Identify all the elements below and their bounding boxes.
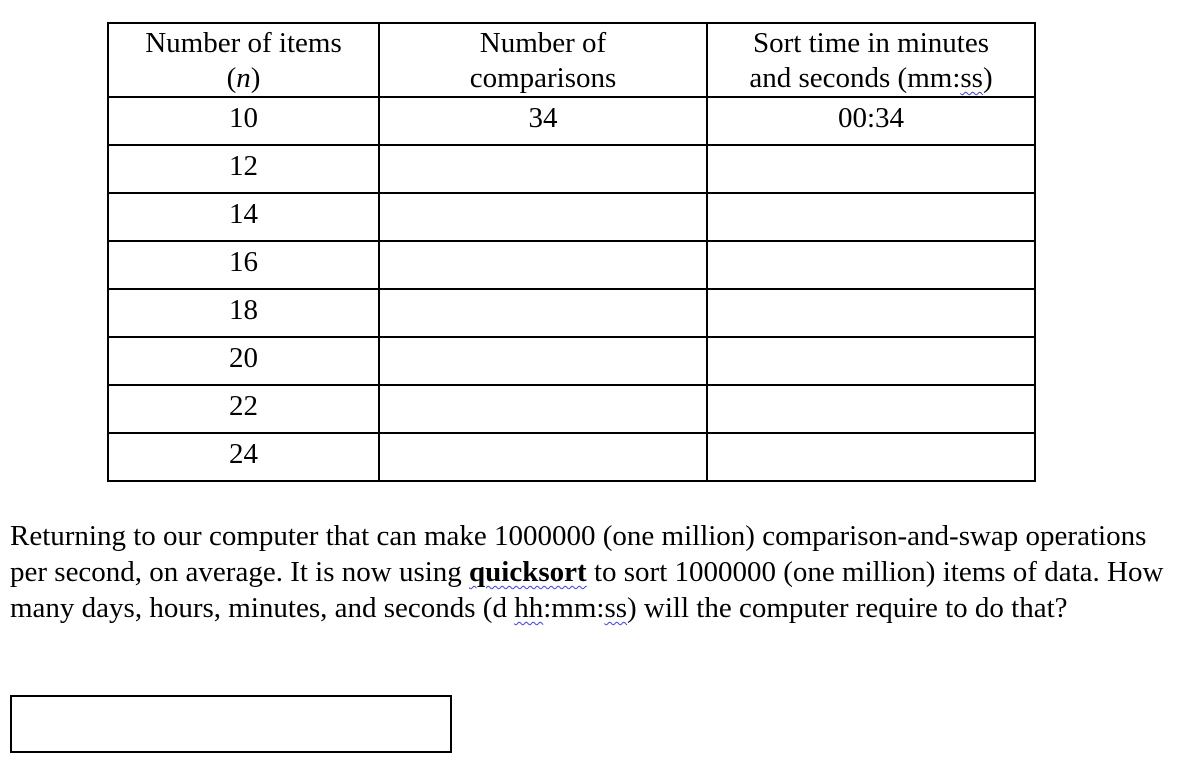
cell-items: 18 xyxy=(108,289,379,337)
cell-items: 14 xyxy=(108,193,379,241)
cell-items: 22 xyxy=(108,385,379,433)
header-items-open-paren: ( xyxy=(226,62,237,94)
table-row xyxy=(108,97,1035,145)
header-time-close-paren: ) xyxy=(982,62,993,94)
cell-items: 16 xyxy=(108,241,379,289)
sort-time-table xyxy=(107,22,1036,482)
cell-comparisons[interactable] xyxy=(379,385,707,433)
question-part3: :mm: xyxy=(543,592,605,624)
cell-sort-time[interactable] xyxy=(707,241,1035,289)
header-time-line1: Sort time in minutes xyxy=(752,27,990,59)
table-row xyxy=(108,241,1035,289)
question-quicksort-keyword: quicksort xyxy=(469,556,587,588)
cell-comparisons[interactable] xyxy=(379,193,707,241)
table-row xyxy=(108,433,1035,481)
header-number-of-comparisons xyxy=(379,23,707,97)
cell-comparisons[interactable] xyxy=(379,241,707,289)
table-row xyxy=(108,385,1035,433)
question-part4: ) will the computer require to do that? xyxy=(627,592,1068,624)
question-part2: to sort 1000000 (one million) items of data. How many days, hours, minutes, and seconds (d xyxy=(10,556,1164,624)
question-spellcheck-ss: ss xyxy=(604,592,628,624)
header-items-close-paren: ) xyxy=(250,62,261,94)
cell-comparisons[interactable] xyxy=(379,433,707,481)
cell-sort-time[interactable] xyxy=(707,145,1035,193)
table-row xyxy=(108,289,1035,337)
cell-items: 20 xyxy=(108,337,379,385)
table-row xyxy=(108,193,1035,241)
cell-sort-time[interactable] xyxy=(707,433,1035,481)
header-comparisons-line1: Number of xyxy=(479,27,607,59)
table-row xyxy=(108,145,1035,193)
question-text xyxy=(10,518,1175,626)
header-time-line2-pre: and seconds (mm: xyxy=(749,62,961,94)
question-part1: Returning to our computer that can make 1000000 (one million) comparison-and-swap operations per second, on average. It is now using xyxy=(10,520,1147,588)
header-items-variable: n xyxy=(236,62,251,94)
header-time-spellcheck-word: ss xyxy=(960,62,983,94)
cell-items: 12 xyxy=(108,145,379,193)
cell-comparisons[interactable] xyxy=(379,337,707,385)
cell-sort-time[interactable]: 00:34 xyxy=(707,97,1035,145)
cell-sort-time[interactable] xyxy=(707,337,1035,385)
cell-items: 24 xyxy=(108,433,379,481)
header-comparisons-line2: comparisons xyxy=(469,62,617,94)
header-sort-time xyxy=(707,23,1035,97)
answer-box[interactable] xyxy=(10,695,452,753)
cell-comparisons[interactable]: 34 xyxy=(379,97,707,145)
header-items-line1: Number of items xyxy=(145,27,342,59)
table-header-row xyxy=(108,23,1035,97)
cell-sort-time[interactable] xyxy=(707,385,1035,433)
table-row xyxy=(108,337,1035,385)
header-number-of-items xyxy=(108,23,379,97)
cell-comparisons[interactable] xyxy=(379,145,707,193)
question-spellcheck-hh: hh xyxy=(514,592,544,624)
cell-sort-time[interactable] xyxy=(707,193,1035,241)
cell-sort-time[interactable] xyxy=(707,289,1035,337)
cell-items: 10 xyxy=(108,97,379,145)
cell-comparisons[interactable] xyxy=(379,289,707,337)
